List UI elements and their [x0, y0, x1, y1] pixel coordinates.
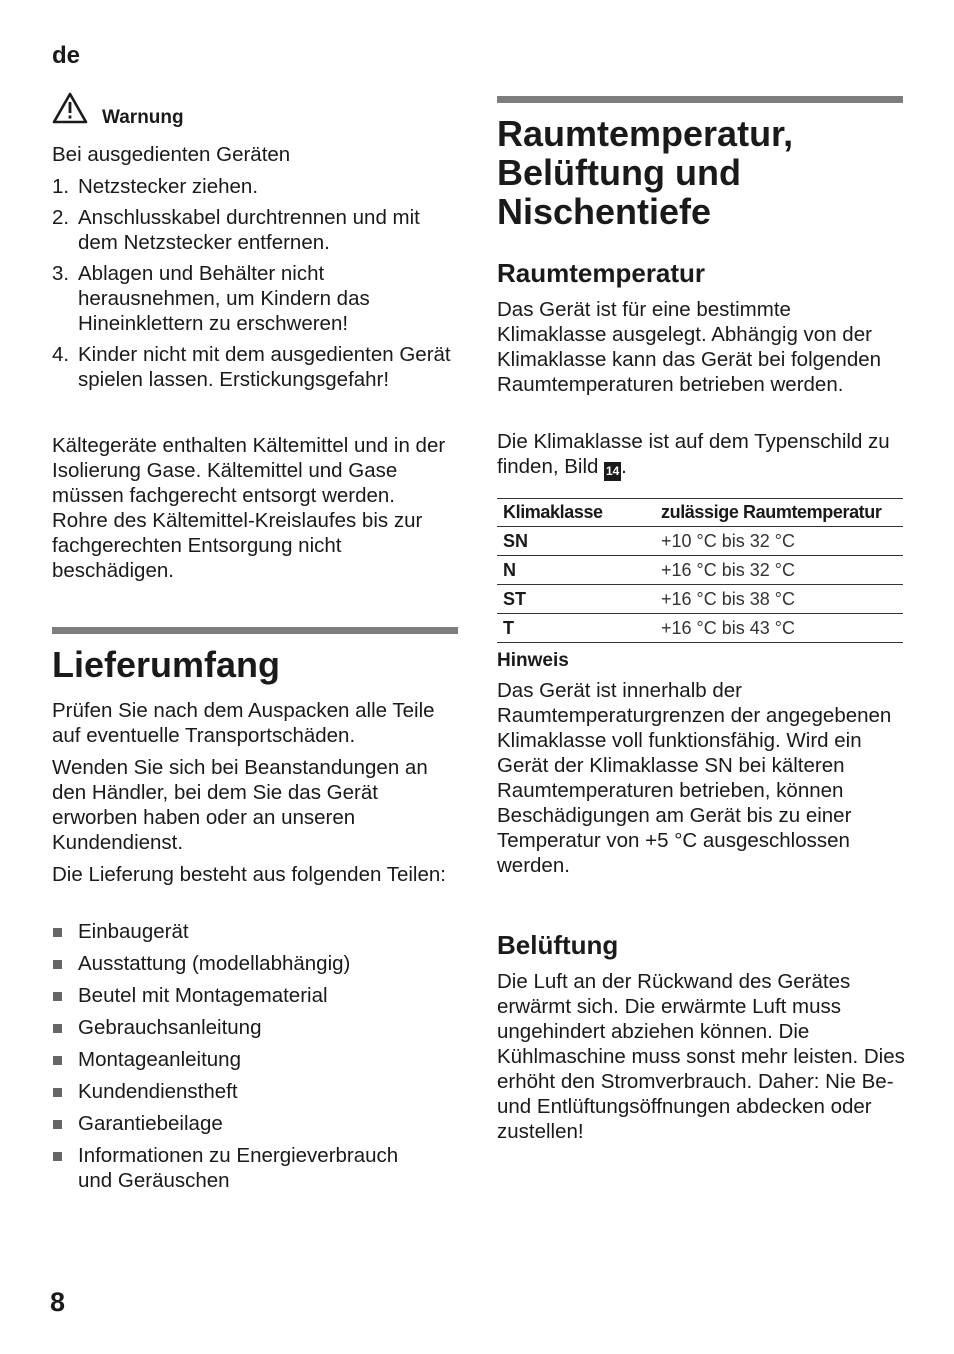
- list-item: [52, 261, 438, 336]
- step-text: Netzstecker ziehen.: [78, 175, 259, 198]
- cell-temperatur: +10 °C bis 32 °C: [655, 527, 903, 556]
- step-text: Ablagen und Behälter nicht herausnehmen, um Kindern das Hineinklettern zu erschweren!: [78, 262, 370, 335]
- warning-triangle-icon: [52, 92, 88, 129]
- list-item: [52, 1143, 438, 1193]
- table-header-row: [497, 499, 903, 527]
- warning-steps: [52, 174, 462, 392]
- typenschild-text: Die Klimaklasse ist auf dem Typenschild zu finden, Bild: [497, 430, 890, 478]
- item-text: Garantiebeilage: [78, 1112, 223, 1135]
- lieferumfang-paragraph-2: Wenden Sie sich bei Beanstandungen an den Händler, bei dem Sie das Gerät erworben haben oder an unseren Kundendienst.: [52, 756, 428, 854]
- page-number: 8: [50, 1287, 66, 1317]
- item-text: Montageanleitung: [78, 1048, 241, 1071]
- list-item: [52, 342, 458, 392]
- belueftung-paragraph: Die Luft an der Rückwand des Gerätes erwärmt sich. Die erwärmte Luft muss ungehindert abziehen können. Die Kühlmaschine muss sonst mehr leisten. Dies erhöht den Stromverbrauch. Daher: Nie Be- und Entlüftungsöffnungen abdecken oder zustellen!: [497, 970, 905, 1143]
- list-item: [52, 1111, 462, 1136]
- warning-note: Kältegeräte enthalten Kältemittel und in der Isolierung Gase. Kältemittel und Gase müssen fachgerecht entsorgt werden. Rohre des Kältemittel-Kreislaufes bis zur fachgerechten Entsorgung nicht beschädigen.: [52, 434, 446, 582]
- item-text: Einbaugerät: [78, 920, 189, 943]
- cell-klimaklasse: ST: [497, 585, 655, 614]
- list-item: [52, 1047, 462, 1072]
- step-number: 2.: [52, 206, 70, 229]
- item-text: Gebrauchsanleitung: [78, 1016, 262, 1039]
- cell-temperatur: +16 °C bis 43 °C: [655, 614, 903, 643]
- typenschild-paragraph: [497, 429, 897, 481]
- warning-title: Warnung: [102, 107, 184, 128]
- column-header-klimaklasse: Klimaklasse: [497, 499, 655, 527]
- bullet-icon: [53, 928, 62, 937]
- cell-temperatur: +16 °C bis 38 °C: [655, 585, 903, 614]
- warning-intro: Bei ausgedienten Geräten: [52, 143, 291, 166]
- cell-klimaklasse: T: [497, 614, 655, 643]
- item-text: Beutel mit Montagematerial: [78, 984, 328, 1007]
- list-item: [52, 1015, 462, 1040]
- bullet-icon: [53, 960, 62, 969]
- cell-klimaklasse: SN: [497, 527, 655, 556]
- step-text: Kinder nicht mit dem ausgedienten Gerät spielen lassen. Erstickungsgefahr!: [78, 343, 451, 391]
- list-item: [52, 174, 462, 199]
- delivery-items-list: [52, 919, 462, 1200]
- item-text: Kundendienstheft: [78, 1080, 238, 1103]
- list-item: [52, 983, 462, 1008]
- section-divider: [52, 627, 458, 634]
- item-text: Informationen zu Energieverbrauch und Geräuschen: [78, 1144, 399, 1192]
- hinweis-text: Das Gerät ist innerhalb der Raumtemperaturgrenzen der angegebenen Klimaklasse voll funktionsfähig. Wird ein Gerät der Klimaklasse SN bei kälteren Raumtemperaturen betrieben, können Beschädigungen am Gerät bis zu einer Temperatur von +5 °C ausgeschlossen werden.: [497, 679, 892, 877]
- list-item: [52, 919, 462, 944]
- list-item: [52, 1079, 462, 1104]
- item-text: Ausstattung (modellabhängig): [78, 952, 351, 975]
- cell-temperatur: +16 °C bis 32 °C: [655, 556, 903, 585]
- bullet-icon: [53, 992, 62, 1001]
- step-number: 3.: [52, 262, 70, 285]
- lieferumfang-paragraph-3: Die Lieferung besteht aus folgenden Teilen:: [52, 863, 446, 886]
- section-title-lieferumfang: Lieferumfang: [52, 644, 281, 685]
- step-text: Anschlusskabel durchtrennen und mit dem Netzstecker entfernen.: [78, 206, 420, 254]
- list-item: [52, 205, 462, 255]
- table-row: [497, 614, 903, 643]
- table-row: [497, 585, 903, 614]
- hinweis-title: Hinweis: [497, 650, 569, 671]
- climate-class-table: [497, 498, 903, 643]
- bullet-icon: [53, 1120, 62, 1129]
- subsection-title-belueftung: Belüftung: [497, 930, 619, 960]
- bullet-icon: [53, 1088, 62, 1097]
- step-number: 4.: [52, 343, 70, 366]
- step-number: 1.: [52, 175, 70, 198]
- language-code: de: [52, 42, 81, 69]
- figure-reference-badge: 14: [604, 462, 621, 481]
- subsection-title-raumtemperatur: Raumtemperatur: [497, 258, 706, 288]
- column-header-temperatur: zulässige Raumtemperatur: [655, 499, 903, 527]
- bullet-icon: [53, 1056, 62, 1065]
- list-item: [52, 951, 462, 976]
- lieferumfang-paragraph-1: Prüfen Sie nach dem Auspacken alle Teile auf eventuelle Transportschäden.: [52, 699, 435, 747]
- typenschild-text-end: .: [621, 455, 627, 478]
- raumtemperatur-paragraph: Das Gerät ist für eine bestimmte Klimaklasse ausgelegt. Abhängig von der Klimaklasse kann das Gerät bei folgenden Raumtemperaturen betrieben werden.: [497, 298, 882, 396]
- section-divider: [497, 96, 903, 103]
- bullet-icon: [53, 1024, 62, 1033]
- table-row: [497, 556, 903, 585]
- warning-heading: [52, 92, 184, 129]
- cell-klimaklasse: N: [497, 556, 655, 585]
- section-title-raumtemperatur: Raumtemperatur, Belüftung und Nischentiefe: [497, 113, 794, 232]
- table-row: [497, 527, 903, 556]
- bullet-icon: [53, 1152, 62, 1161]
